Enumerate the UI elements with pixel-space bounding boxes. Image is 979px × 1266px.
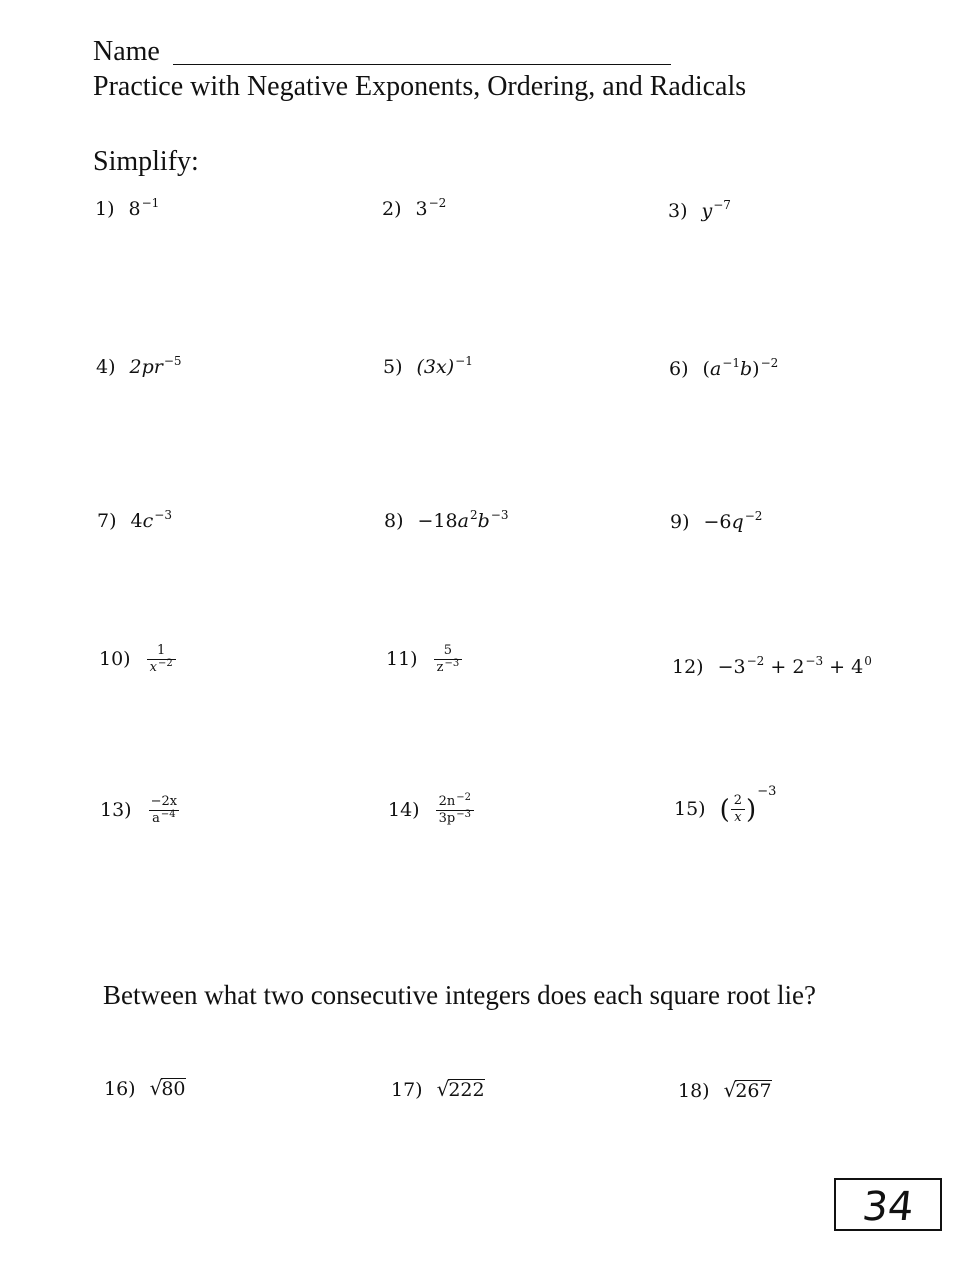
fraction: $\frac{2}{x}$: [731, 794, 745, 826]
problem-9: $9) -6q^{-2}$: [670, 509, 763, 533]
worksheet-title: Practice with Negative Exponents, Ordering, and Radicals: [93, 71, 747, 102]
problem-10: 10) $\frac{1}{x^{-2}}$: [99, 644, 176, 676]
roots-question: Between what two consecutive integers does each square root lie?: [103, 980, 816, 1010]
square-root: √ 267: [723, 1078, 772, 1102]
fraction: $\frac{1}{x^{-2}}$: [147, 644, 176, 676]
problem-6: 6) $(a^{-1}b)^{-2}$: [669, 356, 779, 380]
name-label: Name: [93, 36, 160, 67]
square-root: √ 80: [149, 1076, 186, 1100]
fraction: $\frac{-2x}{a^{-4}}$: [150, 794, 178, 826]
fraction: $\frac{2n^{-2}}{3p^{-3}}$: [436, 795, 474, 827]
problem-18: 18) √ 267: [678, 1078, 772, 1102]
problem-14: 14) $\frac{2n^{-2}}{3p^{-3}}$: [388, 795, 474, 827]
square-root: √ 222: [436, 1077, 485, 1101]
problem-3: 3) $y^{-7}$: [668, 198, 731, 222]
problem-8: $8) -18a^2b^{-3}$: [384, 508, 509, 532]
problem-16: 16) √ 80: [104, 1076, 186, 1100]
problem-7: 7) $4c^{-3}$: [97, 508, 172, 532]
problem-11: 11) $\frac{5}{z^{-3}}$: [386, 644, 462, 676]
problem-17: 17) √ 222: [391, 1077, 485, 1101]
name-field[interactable]: [173, 64, 671, 65]
problem-13: 13) $\frac{-2x}{a^{-4}}$: [100, 795, 180, 827]
problem-1: 1) $8^{-1}$: [95, 196, 160, 220]
problem-5: 5) $(3x)^{-1}$: [383, 354, 473, 378]
problem-12: $12) -3^{-2} + 2^{-3} + 4^0$: [672, 654, 872, 678]
fraction: $\frac{5}{z^{-3}}$: [434, 644, 463, 676]
problem-2: 2) $3^{-2}$: [382, 196, 447, 220]
simplify-heading: Simplify:: [93, 146, 199, 177]
score-box: [834, 1178, 942, 1231]
score-value: 34: [860, 1184, 916, 1230]
problem-4: 4) $2pr^{-5}$: [96, 354, 182, 378]
problem-15: 15) ( $\frac{2}{x}$ ) −3: [674, 784, 777, 825]
